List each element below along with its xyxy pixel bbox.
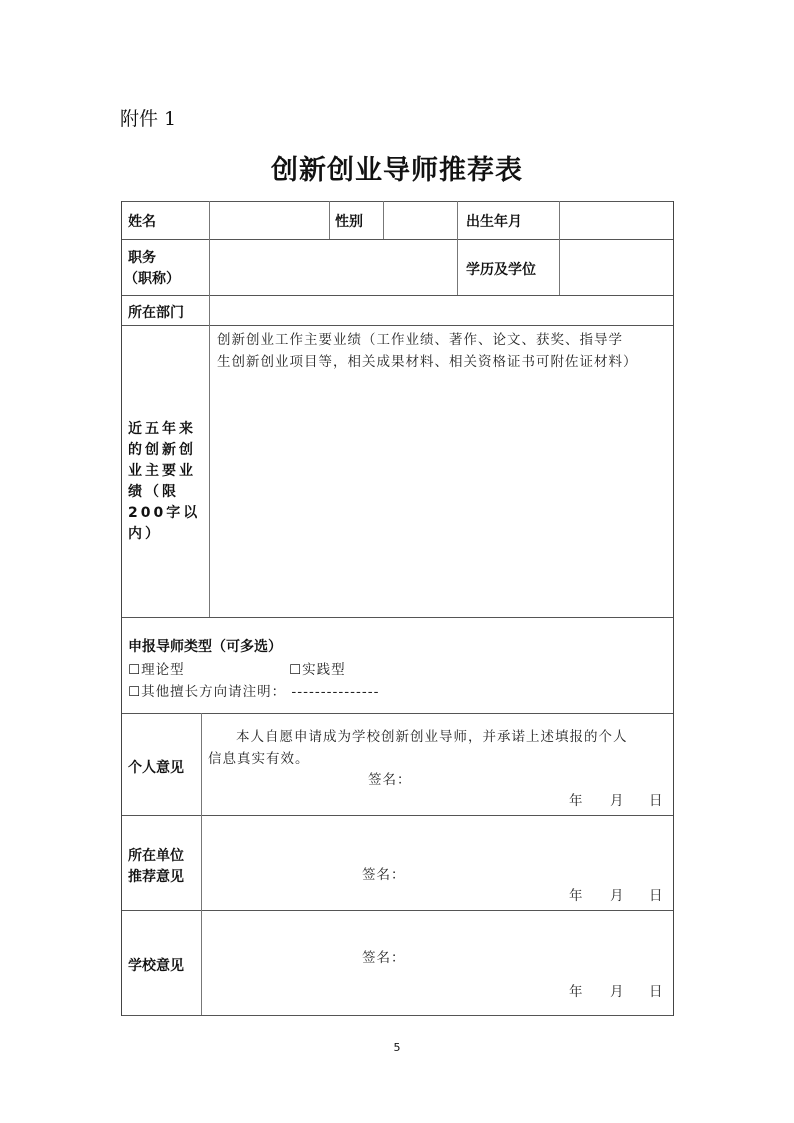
page-number: 5	[393, 1041, 401, 1054]
achievements-hint-line1: 创新创业工作主要业绩（工作业绩、著作、论文、获奖、指导学	[217, 332, 623, 348]
personal-sign-label: 签名：	[368, 772, 412, 788]
position-title-label: （职称）	[124, 271, 180, 287]
unit-date-year: 年	[569, 888, 584, 904]
name-label: 姓名	[128, 214, 156, 230]
personal-statement-line1: 本人自愿申请成为学校创新创业导师，并承诺上述填报的个人	[236, 729, 628, 745]
checkbox-icon[interactable]: ☐	[289, 662, 303, 678]
school-sign-label: 签名：	[362, 950, 406, 966]
gender-label: 性别	[335, 214, 363, 230]
birth-label: 出生年月	[466, 214, 522, 230]
unit-sign-label: 签名：	[362, 867, 406, 883]
type-option-practice[interactable]: ☐实践型	[289, 662, 346, 678]
education-field[interactable]	[560, 240, 672, 294]
school-opinion-label: 学校意见	[128, 958, 184, 974]
page-title: 创新创业导师推荐表	[271, 155, 523, 186]
personal-opinion-label: 个人意见	[128, 760, 184, 776]
unit-opinion-label-1: 所在单位	[128, 848, 184, 864]
type-option-theory[interactable]: ☐理论型	[128, 662, 185, 678]
type-option-other[interactable]: ☐其他擅长方向请注明： ---------------	[128, 684, 380, 700]
attachment-label: 附件 1	[120, 108, 177, 130]
mentor-type-label: 申报导师类型（可多选）	[128, 639, 282, 655]
achievements-field[interactable]	[210, 372, 672, 616]
personal-date-day: 日	[649, 793, 664, 809]
department-label: 所在部门	[128, 305, 184, 321]
other-blank[interactable]: ---------------	[291, 684, 380, 700]
gender-field[interactable]	[384, 202, 456, 238]
position-field[interactable]	[210, 240, 456, 294]
personal-date-month: 月	[610, 793, 625, 809]
checkbox-icon[interactable]: ☐	[128, 662, 142, 678]
unit-date-day: 日	[649, 888, 664, 904]
name-field[interactable]	[210, 202, 328, 238]
school-date-month: 月	[610, 984, 625, 1000]
achievements-label: 近五年来的创新创业主要业绩（限200字以内）	[128, 421, 201, 542]
position-label: 职务	[128, 250, 156, 266]
achievements-hint-line2: 生创新创业项目等，相关成果材料、相关资格证书可附佐证材料）	[217, 354, 638, 370]
birth-field[interactable]	[560, 202, 672, 238]
checkbox-icon[interactable]: ☐	[128, 684, 142, 700]
personal-date-year: 年	[569, 793, 584, 809]
school-date-day: 日	[649, 984, 664, 1000]
unit-opinion-label-2: 推荐意见	[128, 869, 184, 885]
school-date-year: 年	[569, 984, 584, 1000]
unit-date-month: 月	[610, 888, 625, 904]
personal-statement-line2: 信息真实有效。	[208, 751, 310, 767]
department-field[interactable]	[210, 296, 672, 324]
education-label: 学历及学位	[466, 262, 536, 278]
